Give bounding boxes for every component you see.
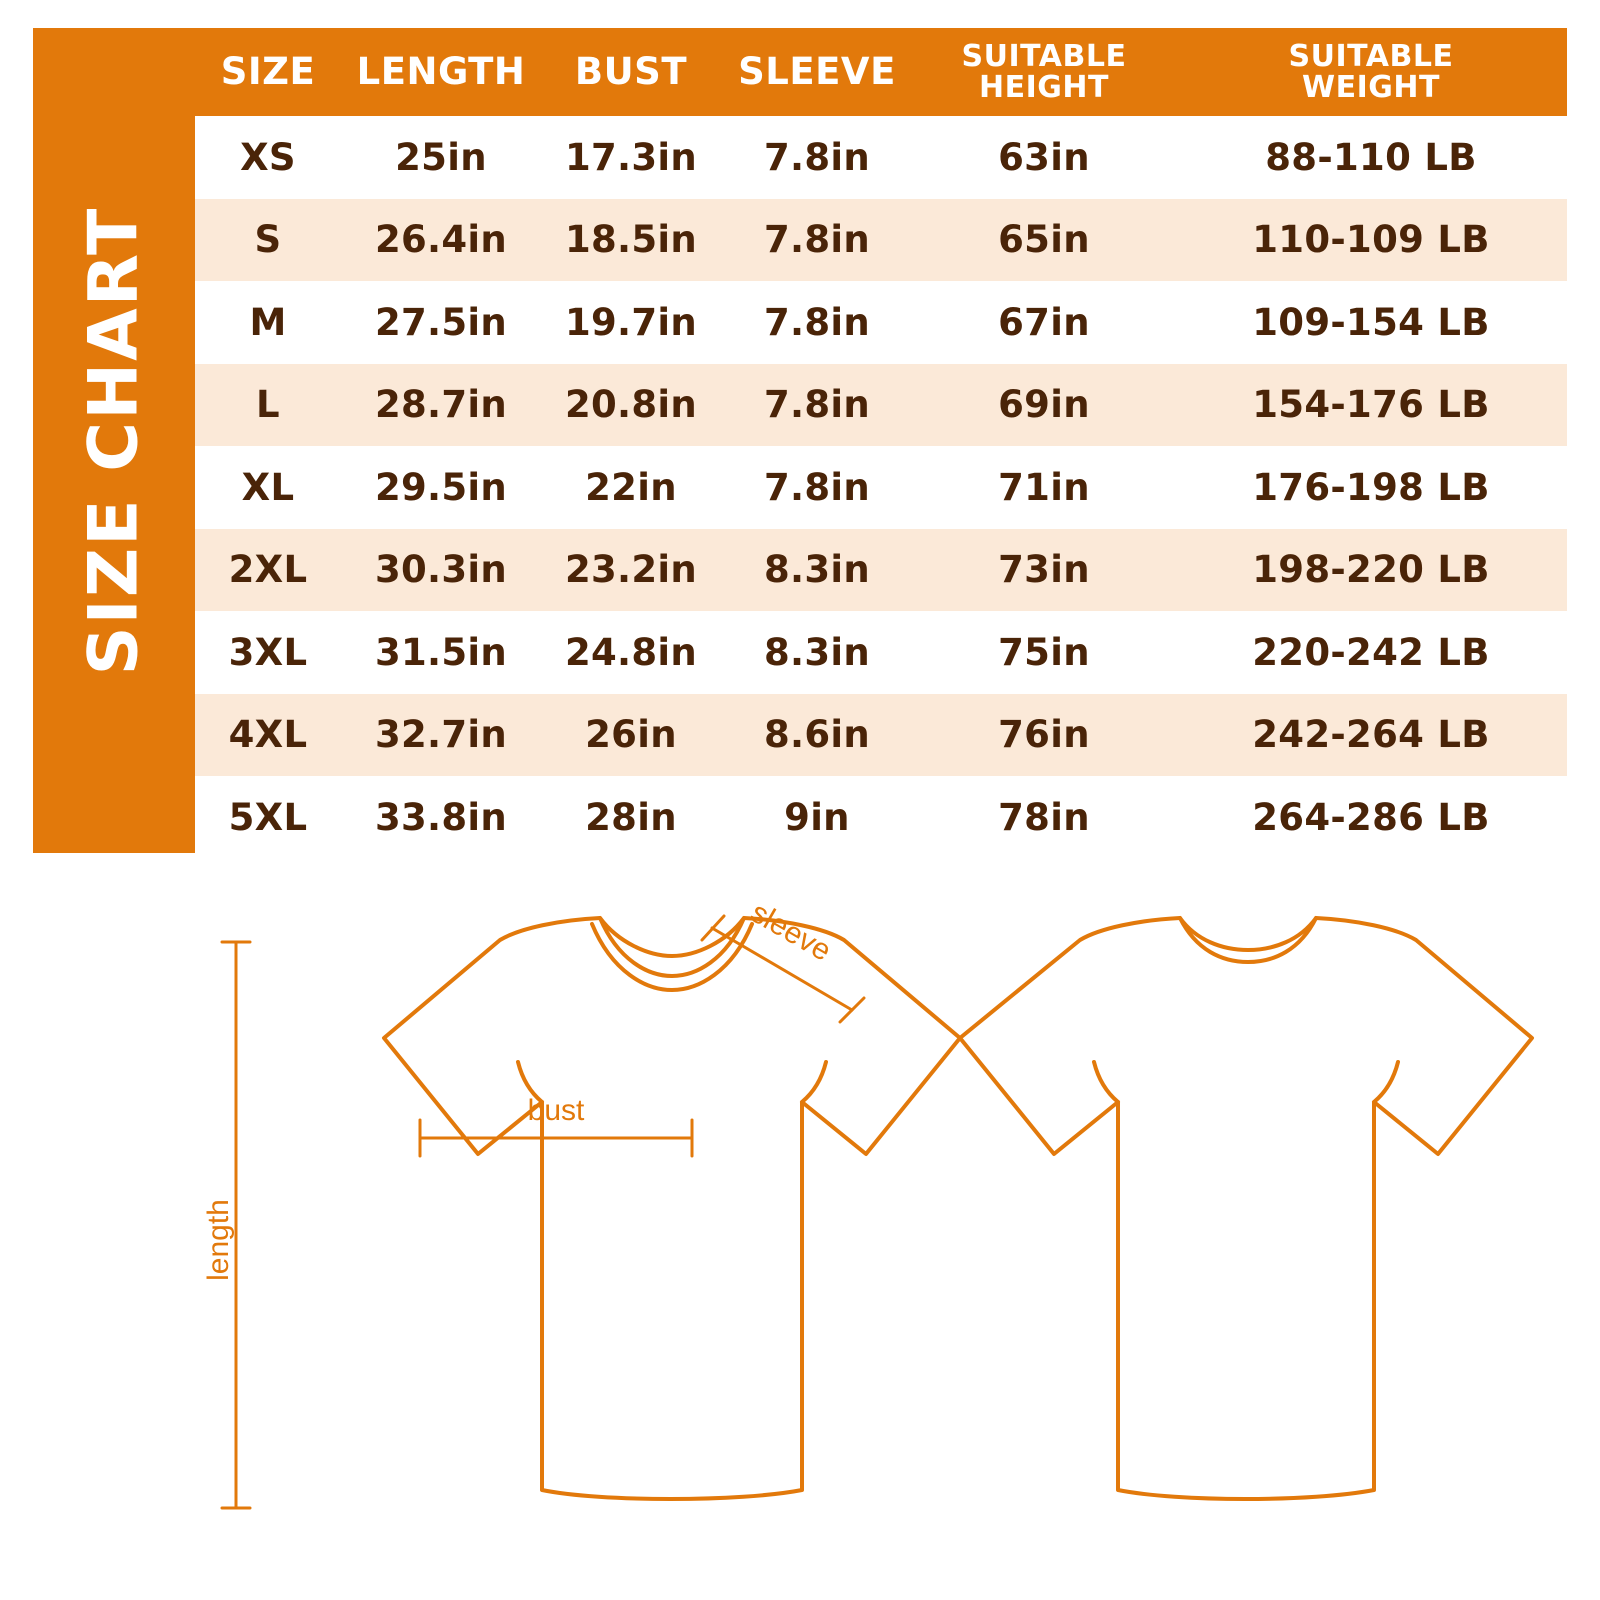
column-header-bust: BUST [541,28,721,116]
cell-sleeve: 8.3in [721,529,913,612]
table-row [195,446,1567,529]
cell-bust: 18.5in [541,199,721,282]
cell-bust: 26in [541,694,721,777]
cell-suitable-height: 73in [913,529,1175,612]
cell-bust: 19.7in [541,281,721,364]
cell-suitable-weight: 220-242 LB [1175,611,1567,694]
cell-sleeve: 8.3in [721,611,913,694]
cell-length: 29.5in [341,446,541,529]
cell-sleeve: 7.8in [721,281,913,364]
column-header-suitable-height [913,28,1175,116]
label-bust: bust [527,1094,585,1127]
label-sleeve: sleeve [744,895,837,968]
cell-sleeve: 7.8in [721,364,913,447]
cell-suitable-height: 67in [913,281,1175,364]
cell-size: 2XL [195,529,341,612]
cell-size: XL [195,446,341,529]
cell-length: 28.7in [341,364,541,447]
cell-bust: 24.8in [541,611,721,694]
cell-length: 25in [341,116,541,199]
size-chart-table-container [195,28,1567,853]
table-row [195,364,1567,447]
column-header-suitable-height-line2: HEIGHT [979,70,1109,105]
cell-sleeve: 8.6in [721,694,913,777]
cell-suitable-height: 63in [913,116,1175,199]
cell-size: 5XL [195,776,341,859]
cell-suitable-height: 71in [913,446,1175,529]
table-body [195,116,1567,859]
cell-bust: 17.3in [541,116,721,199]
table-header-row [195,28,1567,116]
cell-suitable-height: 65in [913,199,1175,282]
cell-suitable-weight: 88-110 LB [1175,116,1567,199]
tshirt-diagram-svg [0,880,1600,1580]
cell-length: 27.5in [341,281,541,364]
column-header-suitable-weight-line1: SUITABLE [1288,38,1454,74]
table-row [195,199,1567,282]
table-header [195,28,1567,116]
table-row [195,611,1567,694]
cell-sleeve: 7.8in [721,199,913,282]
cell-sleeve: 9in [721,776,913,859]
size-chart-block [33,28,1567,853]
cell-suitable-height: 75in [913,611,1175,694]
cell-suitable-weight: 176-198 LB [1175,446,1567,529]
table-row [195,694,1567,777]
table-row [195,529,1567,612]
cell-suitable-height: 76in [913,694,1175,777]
label-length: length [202,1199,235,1281]
cell-suitable-weight: 154-176 LB [1175,364,1567,447]
cell-length: 31.5in [341,611,541,694]
cell-suitable-weight: 109-154 LB [1175,281,1567,364]
cell-length: 30.3in [341,529,541,612]
cell-bust: 20.8in [541,364,721,447]
column-header-length: LENGTH [341,28,541,116]
cell-bust: 23.2in [541,529,721,612]
cell-length: 33.8in [341,776,541,859]
cell-size: 4XL [195,694,341,777]
cell-suitable-weight: 264-286 LB [1175,776,1567,859]
page-title: SIZE CHART [74,206,154,675]
cell-size: M [195,281,341,364]
tshirt-back-outline [960,918,1532,1499]
cell-suitable-weight: 198-220 LB [1175,529,1567,612]
cell-bust: 28in [541,776,721,859]
cell-bust: 22in [541,446,721,529]
table-row [195,281,1567,364]
column-header-suitable-weight-line2: WEIGHT [1302,70,1440,105]
column-header-suitable-weight [1175,28,1567,116]
cell-suitable-weight: 110-109 LB [1175,199,1567,282]
column-header-suitable-height-line1: SUITABLE [961,38,1127,74]
cell-suitable-height: 78in [913,776,1175,859]
cell-size: XS [195,116,341,199]
cell-size: 3XL [195,611,341,694]
column-header-size: SIZE [195,28,341,116]
table-row [195,116,1567,199]
cell-suitable-height: 69in [913,364,1175,447]
cell-sleeve: 7.8in [721,116,913,199]
cell-size: S [195,199,341,282]
tshirt-front-outline [384,918,960,1499]
cell-suitable-weight: 242-264 LB [1175,694,1567,777]
size-chart-title-column [33,28,195,853]
tshirt-measurement-diagram [0,880,1600,1580]
table-row [195,776,1567,859]
size-chart-table [195,28,1567,859]
cell-size: L [195,364,341,447]
column-header-sleeve: SLEEVE [721,28,913,116]
cell-length: 32.7in [341,694,541,777]
cell-sleeve: 7.8in [721,446,913,529]
cell-length: 26.4in [341,199,541,282]
